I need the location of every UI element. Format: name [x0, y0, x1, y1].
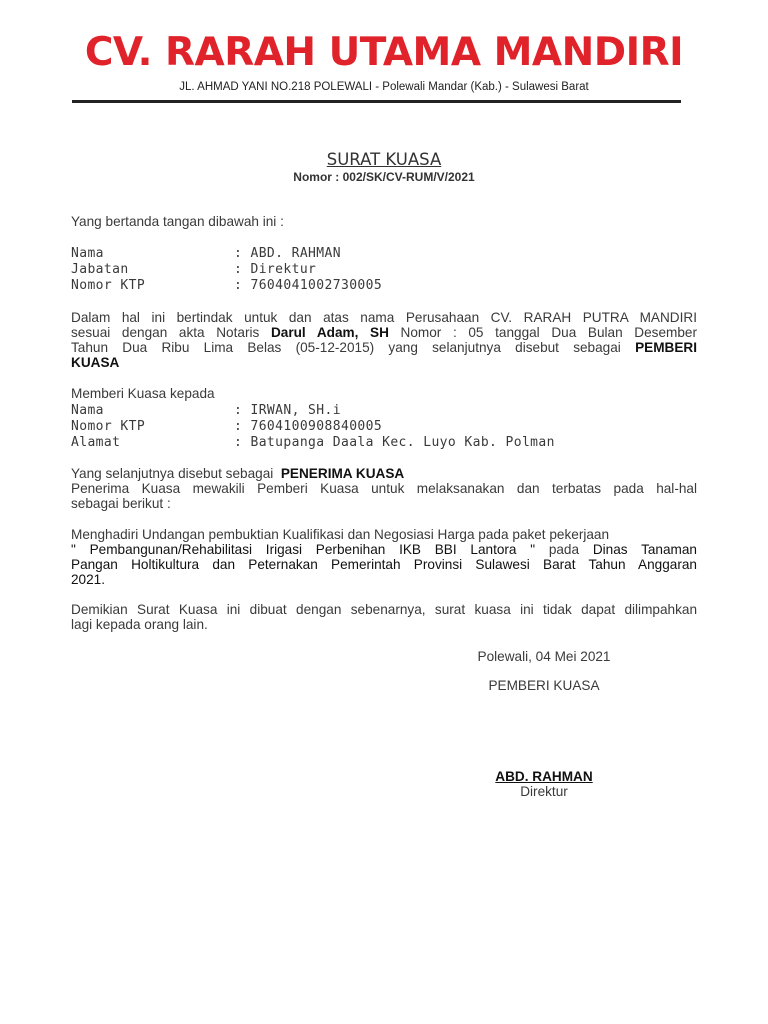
grantee-address-value: : Batupanga Daala Kec. Luyo Kab. Polman [234, 435, 555, 450]
grantor-position-value: : Direktur [234, 262, 317, 277]
grantee-name-value: : IRWAN, SH.i [234, 403, 341, 418]
signer-name: ABD. RAHMAN [495, 769, 593, 784]
company-name: CV. RARAH UTAMA MANDIRI [84, 30, 684, 75]
company-address: JL. AHMAD YANI NO.218 POLEWALI - Polewali Mandar (Kab.) - Sulawesi Barat [179, 81, 589, 93]
grantor-name-value: : ABD. RAHMAN [234, 246, 341, 261]
grantor-ktp-value: : 7604041002730005 [234, 278, 383, 293]
place-date: Polewali, 04 Mei 2021 [477, 649, 611, 664]
signer-role: PEMBERI KUASA [488, 678, 600, 693]
grantee-ktp-label: Nomor KTP [71, 419, 146, 434]
intro-text: Yang bertanda tangan dibawah ini : [71, 214, 284, 229]
header-divider [72, 100, 681, 103]
grantee-ktp-value: : 7604100908840005 [234, 419, 383, 434]
closing-paragraph: Demikian Surat Kuasa ini dibuat dengan sebenarnya, surat kuasa ini tidak dapat dilimpahkan lagi kepada orang lain. [71, 602, 697, 632]
grantee-address-label: Alamat [71, 435, 121, 450]
grantor-position-label: Jabatan [71, 262, 129, 277]
authority-paragraph: Dalam hal ini bertindak untuk dan atas nama Perusahaan CV. RARAH PUTRA MANDIRI sesuai dengan akta Notaris Darul Adam, SH Nomor : 05 tanggal Dua Bulan Desember Tahun Dua Ribu Lima Belas (05-12-2015) yang selanjutnya disebut sebagai PEMBERI KUASA [71, 310, 698, 370]
scope-paragraph: Menghadiri Undangan pembuktian Kualifikasi dan Negosiasi Harga pada paket pekerjaan " Pembangunan/Rehabilitasi Irigasi Perbenihan IKB BBI Lantora " pada Dinas Tanaman Pangan Holtikultura dan Peternakan Pemerintah Provinsi Sulawesi Barat Tahun Anggaran 2021. [71, 527, 697, 587]
signer-title: Direktur [520, 784, 568, 799]
grantee-role-paragraph: Yang selanjutnya disebut sebagai PENERIMA KUASA Penerima Kuasa mewakili Pemberi Kuasa untuk melaksanakan dan terbatas pada hal-hal sebagai berikut : [71, 466, 697, 511]
grantor-ktp-label: Nomor KTP [71, 278, 146, 293]
document-number: Nomor : 002/SK/CV-RUM/V/2021 [293, 170, 475, 184]
grantor-name-label: Nama [71, 246, 104, 261]
grantee-name-label: Nama [71, 403, 104, 418]
document-title: SURAT KUASA [326, 150, 442, 169]
grantee-intro: Memberi Kuasa kepada [71, 386, 215, 401]
